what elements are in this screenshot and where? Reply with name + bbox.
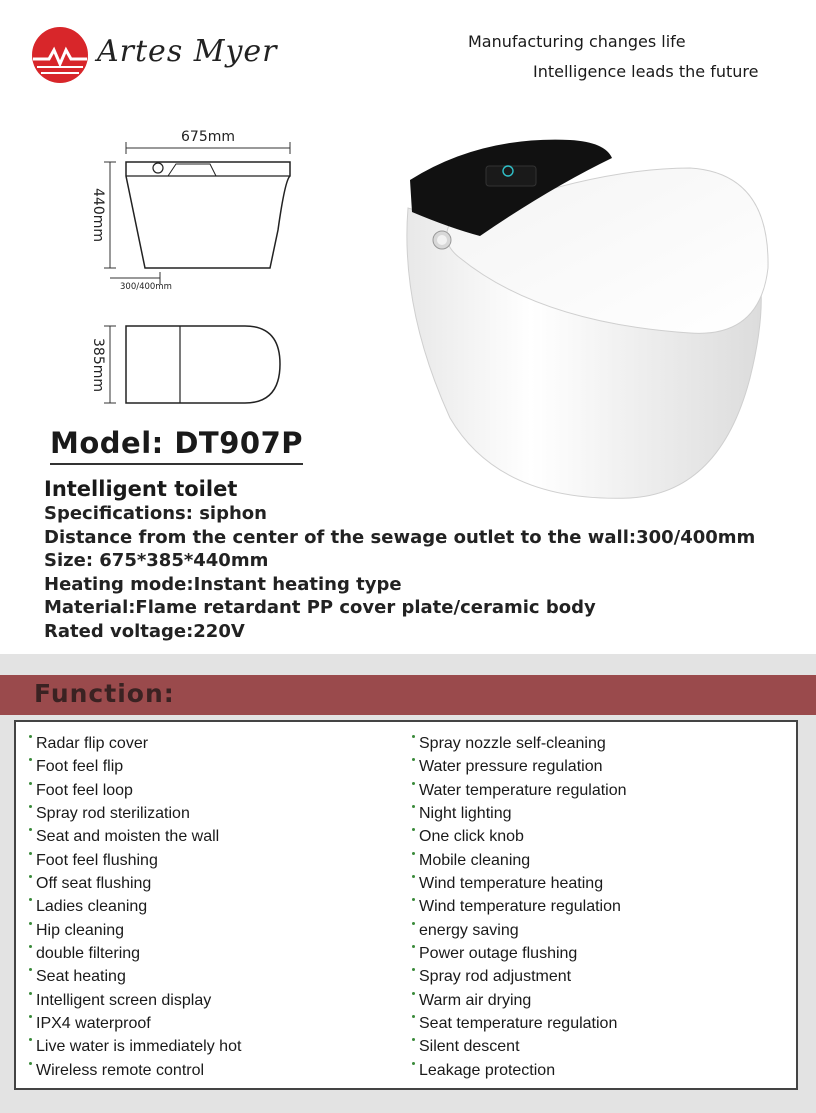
function-column-right: [417, 732, 627, 1082]
function-item: Foot feel flushing: [34, 849, 241, 872]
function-item: Spray rod adjustment: [417, 965, 627, 988]
spec-line: Heating mode:Instant heating type: [44, 573, 402, 595]
model-heading: [50, 426, 303, 465]
function-item: Spray rod sterilization: [34, 802, 241, 825]
function-item: Warm air drying: [417, 989, 627, 1012]
function-item: Seat heating: [34, 965, 241, 988]
toilet-product-image: [390, 128, 780, 508]
dimension-drawing: [80, 120, 310, 420]
function-item: Power outage flushing: [417, 942, 627, 965]
function-item: Mobile cleaning: [417, 849, 627, 872]
spec-line: Distance from the center of the sewage outlet to the wall:300/400mm: [44, 526, 756, 548]
function-item: IPX4 waterproof: [34, 1012, 241, 1035]
function-item: Wireless remote control: [34, 1059, 241, 1082]
function-item: One click knob: [417, 825, 627, 848]
spec-title: Intelligent toilet: [44, 477, 238, 501]
side-view-outline: [126, 162, 290, 268]
function-item: Seat temperature regulation: [417, 1012, 627, 1035]
function-item: double filtering: [34, 942, 241, 965]
model-code: DT907P: [174, 426, 304, 460]
spec-line: Material:Flame retardant PP cover plate/ceramic body: [44, 597, 596, 619]
function-list-box: [14, 720, 798, 1090]
width-label: 385mm: [90, 338, 106, 392]
spec-line: Specifications: siphon: [44, 503, 267, 524]
function-item: Seat and moisten the wall: [34, 825, 241, 848]
length-label: 675mm: [181, 129, 235, 145]
function-item: Wind temperature regulation: [417, 895, 627, 918]
spec-line: Size: 675*385*440mm: [44, 550, 269, 572]
function-item: Leakage protection: [417, 1059, 627, 1082]
function-item: Silent descent: [417, 1035, 627, 1058]
model-label: Model:: [50, 426, 164, 460]
function-item: Hip cleaning: [34, 919, 241, 942]
brand-name: Artes Myer: [97, 34, 278, 69]
rough-in-label: 300/400mm: [120, 282, 172, 292]
display-screen: [486, 166, 536, 186]
function-item: Off seat flushing: [34, 872, 241, 895]
slogan-line-2: Intelligence leads the future: [533, 62, 759, 81]
height-label: 440mm: [90, 188, 106, 242]
function-item: Water temperature regulation: [417, 779, 627, 802]
function-column-left: [34, 732, 241, 1082]
function-item: Wind temperature heating: [417, 872, 627, 895]
slogan-line-1: Manufacturing changes life: [468, 32, 686, 51]
function-item: Radar flip cover: [34, 732, 241, 755]
function-item: Foot feel loop: [34, 779, 241, 802]
function-item: Ladies cleaning: [34, 895, 241, 918]
function-title: Function:: [34, 679, 175, 708]
spec-line: Rated voltage:220V: [44, 620, 245, 642]
top-view-outline: [126, 326, 280, 403]
function-item: Spray nozzle self-cleaning: [417, 732, 627, 755]
brand-logo-icon: [31, 26, 89, 84]
function-item: energy saving: [417, 919, 627, 942]
function-item: Live water is immediately hot: [34, 1035, 241, 1058]
function-item: Intelligent screen display: [34, 989, 241, 1012]
function-item: Water pressure regulation: [417, 755, 627, 778]
function-item: Foot feel flip: [34, 755, 241, 778]
function-item: Night lighting: [417, 802, 627, 825]
spec-list: [44, 476, 755, 644]
